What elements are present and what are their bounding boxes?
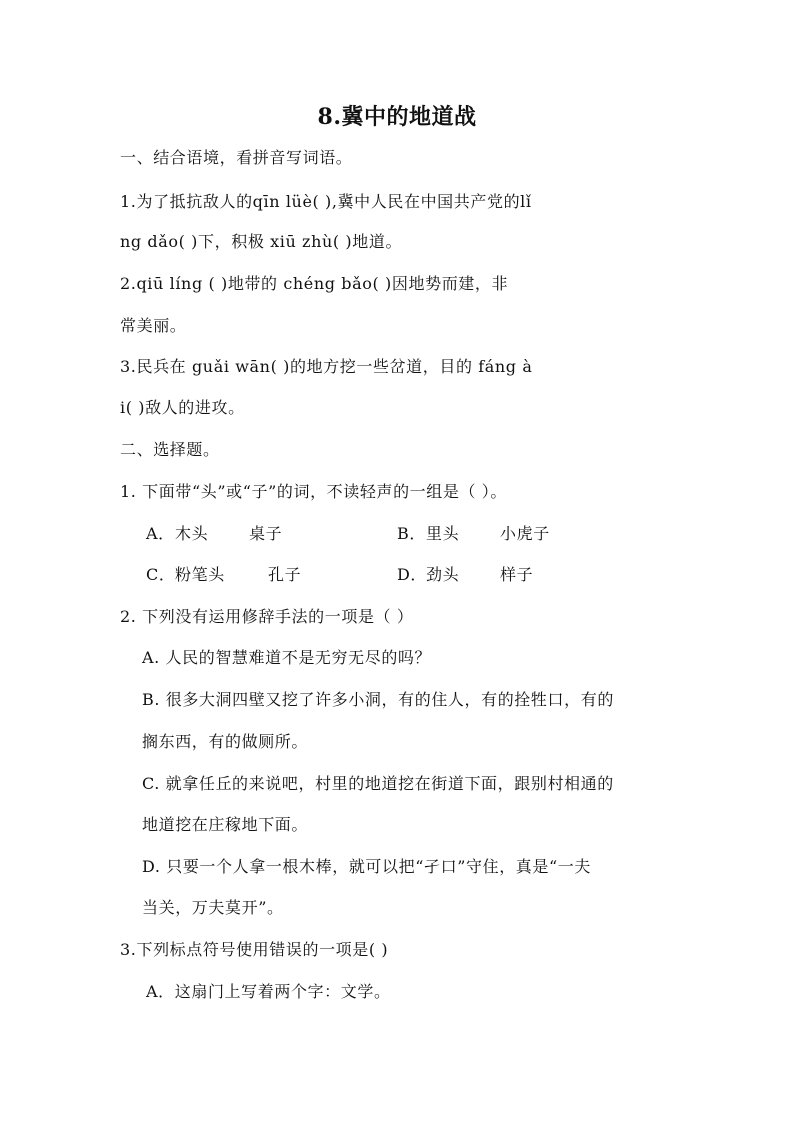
s1-line-1: 1.为了抵抗敌人的qīn lüè( ),冀中人民在中国共产党的lǐ xyxy=(120,192,532,211)
s1-line-4: 常美丽。 xyxy=(120,316,187,335)
q1-option-a-word2: 桌子 xyxy=(249,524,283,543)
q2-line-7: 当关，万夫莫开”。 xyxy=(142,898,284,917)
q1-option-c-word2: 孔子 xyxy=(268,565,302,584)
q1-option-a-word1: 木头 xyxy=(175,524,209,543)
s1-line-2: ng dǎo( )下，积极 xiū zhù( )地道。 xyxy=(120,232,403,251)
s1-line-5: 3.民兵在 guǎi wān( )的地方挖一些岔道，目的 fáng à xyxy=(120,357,533,376)
q1-option-c-word1: 粉笔头 xyxy=(175,565,225,584)
q1-option-b-letter: B． xyxy=(397,524,426,543)
q1-option-c-letter: C． xyxy=(146,565,176,584)
q3-stem: 3.下列标点符号使用错误的一项是( ) xyxy=(120,940,389,959)
s1-line-6: i( )敌人的进攻。 xyxy=(120,398,245,417)
q3-line-1: A．这扇门上写着两个字：文学。 xyxy=(146,982,391,1001)
q2-line-2: B. 很多大洞四壁又挖了许多小洞，有的住人，有的拴牲口，有的 xyxy=(142,690,614,709)
q2-stem: 2. 下列没有运用修辞手法的一项是（ ） xyxy=(120,607,414,626)
q1-option-b-word1: 里头 xyxy=(426,524,460,543)
q1-option-a-letter: A． xyxy=(146,524,175,543)
q1-option-d-word1: 劲头 xyxy=(426,565,460,584)
q1-option-d-letter: D． xyxy=(397,565,428,584)
page-title: 8.冀中的地道战 xyxy=(317,104,477,130)
q1-option-d-word2: 样子 xyxy=(500,565,534,584)
section-1-heading: 一、结合语境，看拼音写词语。 xyxy=(120,148,353,167)
q1-option-b-word2: 小虎子 xyxy=(500,524,550,543)
q2-line-3: 搁东西，有的做厕所。 xyxy=(142,732,309,751)
q2-line-6: D. 只要一个人拿一根木棒，就可以把“孑口”守住，真是“一夫 xyxy=(142,857,591,876)
s1-line-3: 2.qiū líng ( )地带的 chéng bǎo( )因地势而建，非 xyxy=(120,274,509,293)
q1-stem: 1. 下面带“头”或“子”的词，不读轻声的一组是（ ）。 xyxy=(120,482,507,501)
q2-line-5: 地道挖在庄稼地下面。 xyxy=(142,815,309,834)
q2-line-4: C. 就拿任丘的来说吧，村里的地道挖在街道下面，跟别村相通的 xyxy=(142,774,614,793)
q2-line-1: A. 人民的智慧难道不是无穷无尽的吗？ xyxy=(142,648,432,667)
section-2-heading: 二、选择题。 xyxy=(120,440,220,459)
